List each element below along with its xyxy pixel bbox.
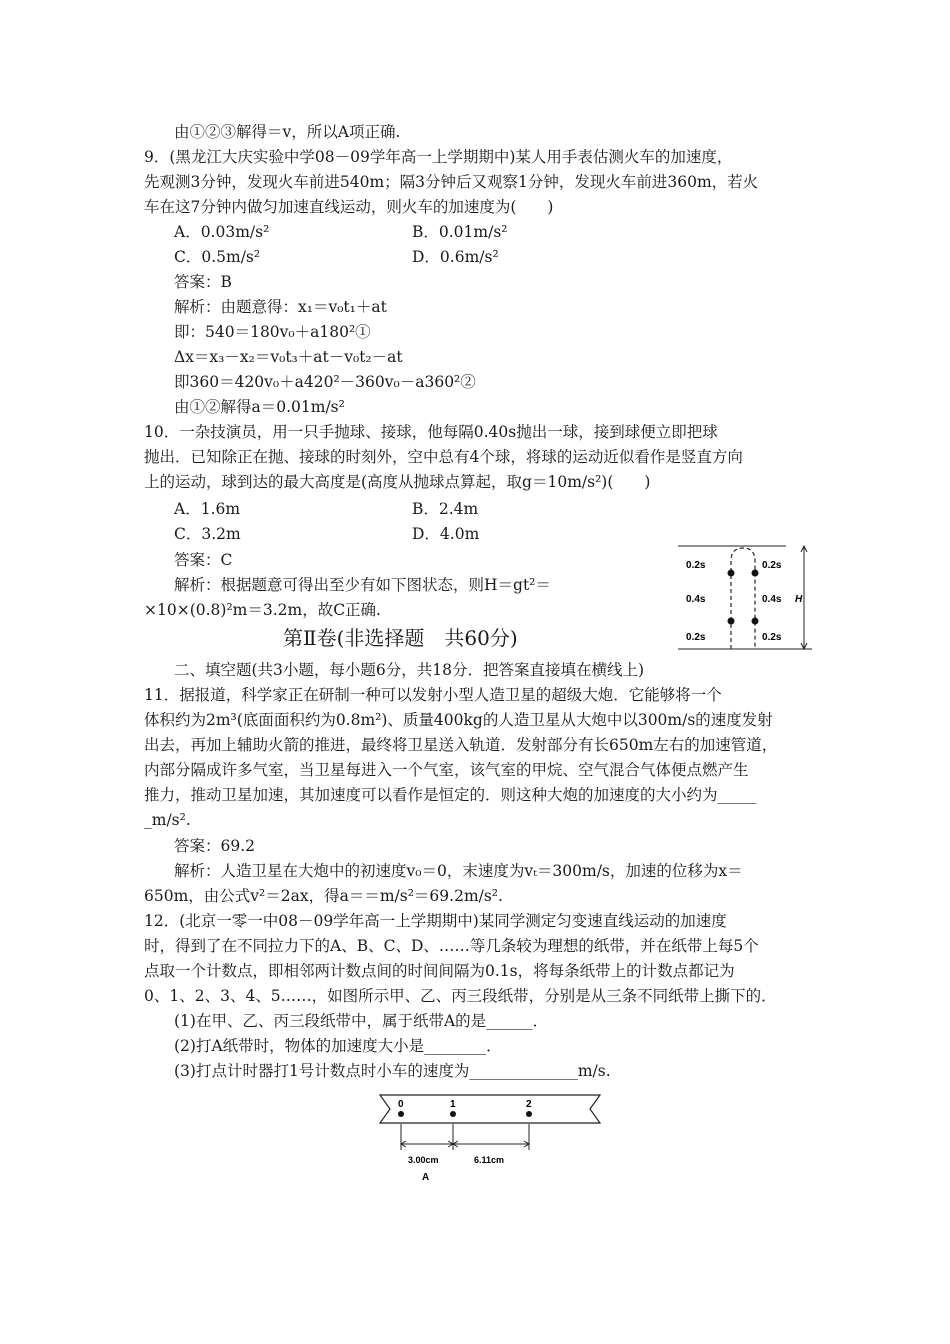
answer: 答案：C — [174, 551, 233, 569]
question-11-stem: 推力，推动卫星加速，其加速度可以看作是恒定的．则这种大炮的加速度的大小约为_____ — [144, 786, 757, 804]
question-12-stem: 点取一个计数点，即相邻两计数点间的时间间隔为0.1s，将每条纸带上的计数点都记为 — [144, 962, 735, 980]
solution-line: 650m，由公式v²＝2ax，得a＝＝m/s²＝69.2m/s². — [144, 887, 503, 905]
question-11-stem: 出去，再加上辅助火箭的推进，最终将卫星送入轨道．发射部分有长650m左右的加速管道， — [144, 736, 778, 754]
question-12-part: (2)打A纸带时，物体的加速度大小是________． — [174, 1037, 502, 1055]
solution-line: 即360＝420v₀＋a420²－360v₀－a360²② — [174, 373, 476, 391]
question-12-stem: 12．(北京一零一中08－09学年高一上学期期中)某同学测定匀变速直线运动的加速度 — [144, 912, 727, 930]
option-a: A．0.03m/s² — [174, 223, 270, 241]
option-d: D．4.0m — [412, 525, 480, 543]
count-point — [450, 1111, 456, 1117]
question-10-stem: 上的运动，球到达的最大高度是(高度从抛球点算起，取g＝10m/s²)( ) — [144, 473, 651, 491]
ball — [752, 618, 759, 625]
spacing-label: 3.00cm — [408, 1155, 439, 1165]
text-line: 由①②③解得＝v，所以A项正确. — [174, 123, 401, 141]
question-12-stem: 时，得到了在不同拉力下的A、B、C、D、……等几条较为理想的纸带，并在纸带上每5个 — [144, 937, 759, 955]
solution-line: 解析：根据题意可得出至少有如下图状态，则H＝gt²＝ — [174, 576, 551, 594]
question-11-stem: 11．据报道，科学家正在研制一种可以发射小型人造卫星的超级大炮．它能够将一个 — [144, 686, 722, 704]
time-label: 0.4s — [762, 594, 782, 605]
time-label: 0.2s — [686, 560, 706, 571]
height-label: H — [795, 594, 803, 605]
tape-outline — [380, 1095, 600, 1123]
solution-line: 解析：由题意得：x₁＝v₀t₁＋at — [174, 298, 387, 316]
question-10-stem: 10．一杂技演员，用一只手抛球、接球，他每隔0.40s抛出一球，接到球便立即把球 — [144, 423, 718, 441]
ball — [728, 618, 735, 625]
count-point — [526, 1111, 532, 1117]
question-9-stem: 先观测3分钟，发现火车前进540m；隔3分钟后又观察1分钟，发现火车前进360m，若火 — [144, 173, 759, 191]
time-label: 0.2s — [686, 632, 706, 643]
section-title: 第Ⅱ卷(非选择题 共60分) — [283, 626, 518, 650]
option-b: B．0.01m/s² — [412, 223, 508, 241]
option-c: C．0.5m/s² — [174, 248, 261, 266]
spacing-label: 6.11cm — [474, 1155, 505, 1165]
question-11-stem: 内部分隔成许多气室，当卫星每进入一个气室，该气室的甲烷、空气混合气体便点燃产生 — [144, 761, 749, 779]
question-12-part: (1)在甲、乙、丙三段纸带中，属于纸带A的是______． — [174, 1012, 549, 1030]
ball — [728, 570, 735, 577]
solution-line: 由①②解得a＝0.01m/s² — [174, 398, 345, 416]
solution-line: ×10×(0.8)²m＝3.2m，故C正确. — [144, 601, 381, 619]
solution-line: Δx＝x₃－x₂＝v₀t₃＋at－v₀t₂－at — [174, 348, 403, 366]
ball — [752, 570, 759, 577]
solution-line: 解析：人造卫星在大炮中的初速度v₀＝0，末速度为vₜ＝300m/s，加速的位移为x＝ — [174, 862, 743, 880]
question-11-stem: _m/s². — [144, 811, 191, 829]
option-a: A．1.6m — [174, 500, 241, 518]
tape-caption: A — [422, 1172, 430, 1183]
option-b: B．2.4m — [412, 500, 479, 518]
question-12-stem: 0、1、2、3、4、5……，如图所示甲、乙、丙三段纸带，分别是从三条不同纸带上撕下的． — [144, 987, 777, 1005]
juggling-figure — [676, 543, 816, 653]
point-label: 2 — [526, 1099, 532, 1110]
count-point — [398, 1111, 404, 1117]
option-c: C．3.2m — [174, 525, 241, 543]
time-label: 0.2s — [762, 632, 782, 643]
point-label: 1 — [450, 1099, 456, 1110]
question-11-stem: 体积约为2m³(底面面积约为0.8m²)、质量400kg的人造卫星从大炮中以300m/s的速度发射 — [144, 711, 773, 729]
trajectory-path — [731, 548, 755, 649]
section-heading: 二、填空题(共3小题，每小题6分，共18分．把答案直接填在横线上) — [174, 661, 645, 679]
answer: 答案：B — [174, 273, 232, 291]
time-label: 0.2s — [762, 560, 782, 571]
question-12-part: (3)打点计时器打1号计数点时小车的速度为______________m/s. — [174, 1062, 611, 1080]
question-10-stem: 抛出．已知除正在抛、接球的时刻外，空中总有4个球，将球的运动近似看作是竖直方向 — [144, 448, 743, 466]
solution-line: 即：540＝180v₀＋a180²① — [174, 323, 371, 341]
question-9-stem: 9．(黑龙江大庆实验中学08－09学年高一上学期期中)某人用手表估测火车的加速度， — [144, 148, 733, 166]
time-label: 0.4s — [686, 594, 706, 605]
answer: 答案：69.2 — [174, 837, 256, 855]
paper-tape-figure — [372, 1092, 608, 1184]
option-d: D．0.6m/s² — [412, 248, 499, 266]
question-9-stem: 车在这7分钟内做匀加速直线运动，则火车的加速度为( ) — [144, 198, 554, 216]
point-label: 0 — [398, 1099, 404, 1110]
